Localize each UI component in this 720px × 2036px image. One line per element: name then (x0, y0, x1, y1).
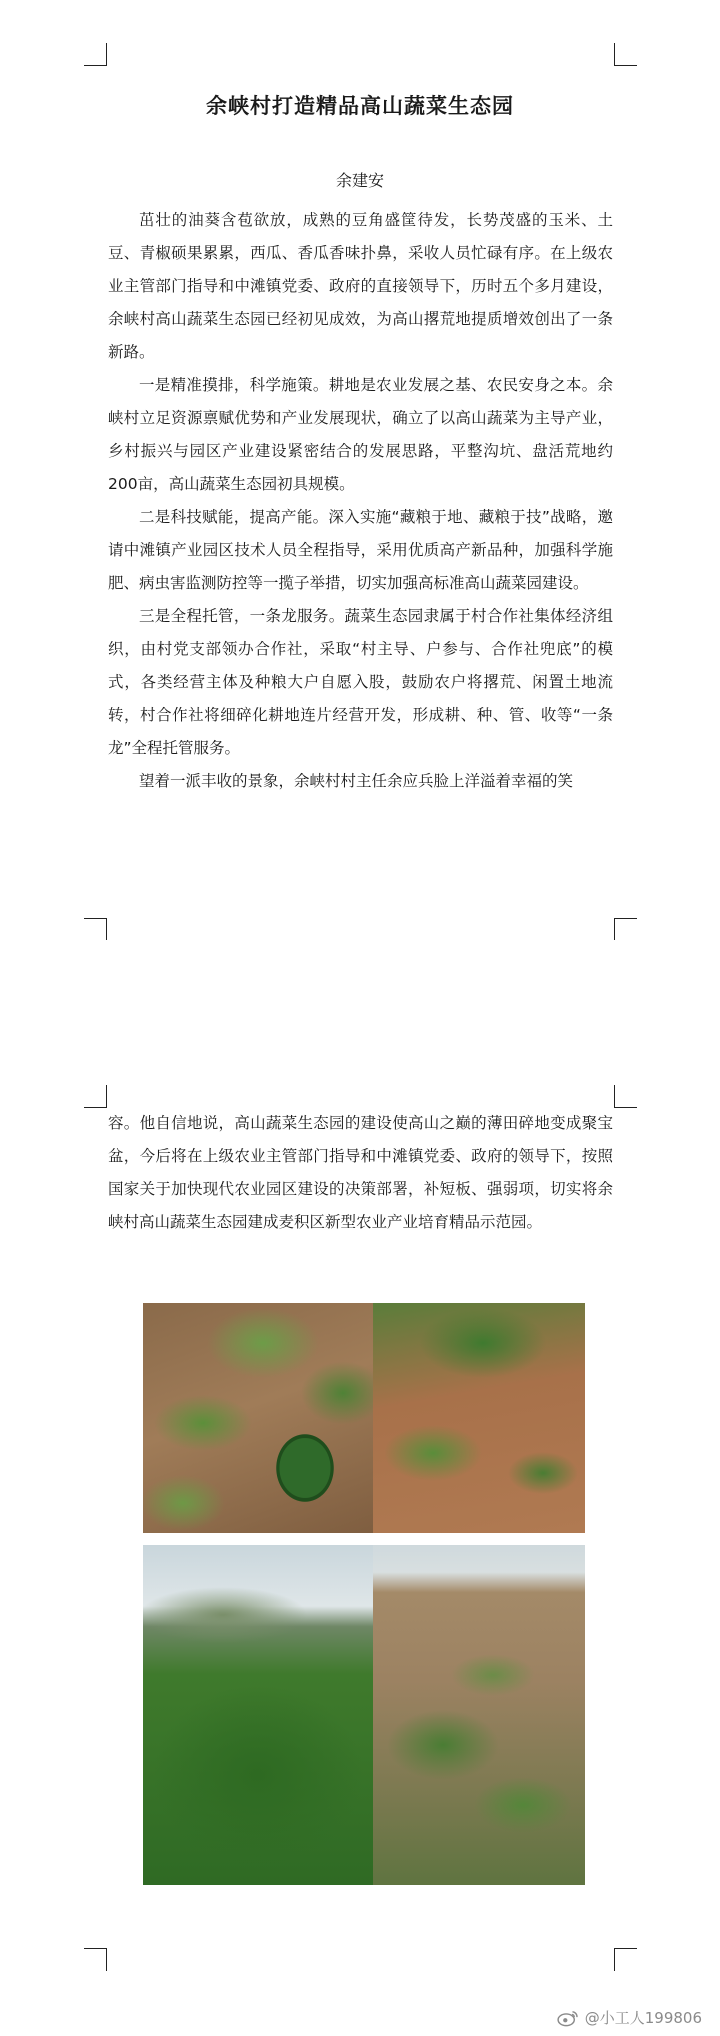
photo-terraced-hillside (373, 1545, 585, 1885)
paragraph-continuation: 容。他自信地说，高山蔬菜生态园的建设使高山之巅的薄田碎地变成聚宝盆，今后将在上级农业主管部门指导和中滩镇党委、政府的领导下，按照国家关于加快现代农业园区建设的决策部署，补短板、强弱项，切实将余峡村高山蔬菜生态园建成麦积区新型农业产业培育精品示范园。 (108, 1114, 613, 1231)
photo-sunflower-field (143, 1545, 373, 1885)
document-page-1 (0, 0, 720, 940)
crop-mark (84, 918, 107, 941)
paragraph: 三是全程托管，一条龙服务。蔬菜生态园隶属于村合作社集体经济组织，由村党支部领办合作社，采取“村主导、户参与、合作社兜底”的模式，各类经营主体及种粮大户自愿入股，鼓励农户将撂荒、闲置土地流转，村合作社将细碎化耕地连片经营开发，形成耕、种、管、收等“一条龙”全程托管服务。 (108, 607, 613, 757)
watermark-text: @小工人199806 (584, 2009, 702, 2027)
paragraph: 二是科技赋能，提高产能。深入实施“藏粮于地、藏粮于技”战略，邀请中滩镇产业园区技术人员全程指导，采用优质高产新品种，加强科学施肥、病虫害监测防控等一揽子举措，切实加强高标准高山蔬菜园建设。 (108, 508, 613, 592)
weibo-icon (557, 2009, 579, 2027)
photo-bean-plants (373, 1303, 585, 1533)
crop-mark (84, 1948, 107, 1971)
photo-grid (143, 1303, 585, 1885)
page-gap (0, 940, 720, 1080)
paragraph: 望着一派丰收的景象，余峡村村主任余应兵脸上洋溢着幸福的笑 (139, 772, 574, 790)
crop-mark (614, 43, 637, 66)
article-author: 余建安 (335, 171, 384, 190)
article-title: 余峡村打造精品高山蔬菜生态园 (206, 94, 514, 118)
paragraph: 一是精准摸排，科学施策。耕地是农业发展之基、农民安身之本。余峡村立足资源禀赋优势和产业发展现状，确立了以高山蔬菜为主导产业，乡村振兴与园区产业建设紧密结合的发展思路，平整沟坑、盘活荒地约200亩，高山蔬菜生态园初具规模。 (108, 376, 613, 493)
article-body (108, 204, 613, 798)
weibo-watermark (557, 2007, 702, 2028)
crop-mark (84, 43, 107, 66)
crop-mark (614, 1948, 637, 1971)
document-page-2 (0, 1080, 720, 2036)
crop-mark (614, 1085, 637, 1108)
crop-mark (614, 918, 637, 941)
crop-mark (84, 1085, 107, 1108)
photo-watermelon-field (143, 1303, 373, 1533)
paragraph: 茁壮的油葵含苞欲放，成熟的豆角盛筐待发，长势茂盛的玉米、土豆、青椒硕果累累，西瓜、香瓜香味扑鼻，采收人员忙碌有序。在上级农业主管部门指导和中滩镇党委、政府的直接领导下，历时五个多月建设，余峡村高山蔬菜生态园已经初见成效，为高山撂荒地提质增效创出了一条新路。 (108, 211, 613, 361)
